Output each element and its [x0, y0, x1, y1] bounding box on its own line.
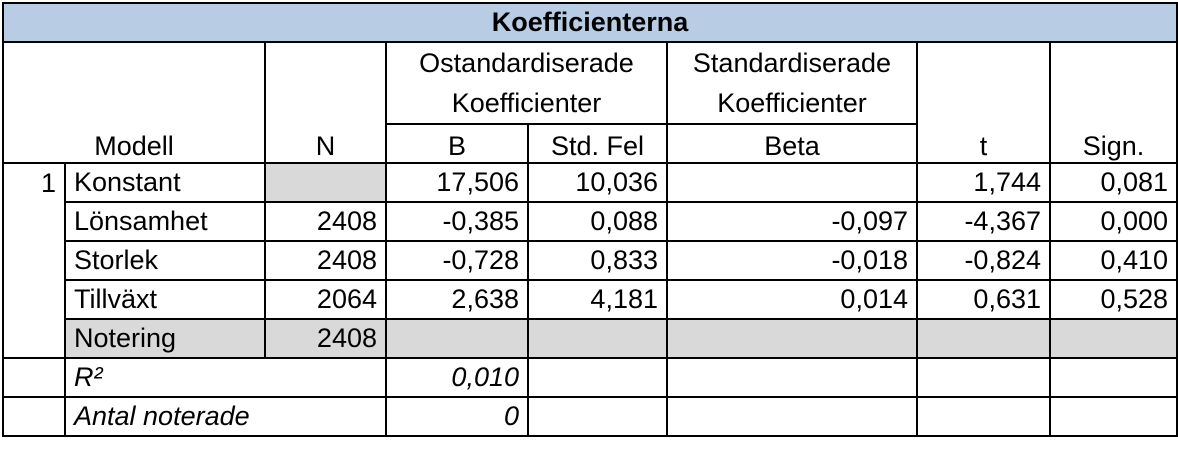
model-index-cell — [3, 280, 65, 319]
model-index-cell — [3, 241, 65, 280]
antal-value: 0 — [386, 397, 528, 436]
model-number: 1 — [3, 163, 65, 202]
header-row-group — [3, 42, 1177, 124]
model-index-cell — [3, 202, 65, 241]
header-n: N — [265, 42, 386, 163]
header-unstandardized-line1: Ostandardiserade — [419, 48, 634, 78]
table-row — [3, 241, 1177, 280]
cell-beta: -0,097 — [667, 202, 917, 241]
cell-std-fel: 4,181 — [528, 280, 667, 319]
antal-row — [3, 397, 1177, 436]
header-std-fel: Std. Fel — [528, 124, 667, 163]
row-label: Storlek — [65, 241, 265, 280]
row-label: Konstant — [65, 163, 265, 202]
blank-cell — [667, 358, 917, 397]
blank-cell — [3, 358, 65, 397]
header-b: B — [386, 124, 528, 163]
model-index-cell — [3, 319, 65, 358]
cell-sign: 0,528 — [1050, 280, 1177, 319]
cell-std-fel: 0,088 — [528, 202, 667, 241]
row-label: Notering — [65, 319, 265, 358]
cell-std-fel: 10,036 — [528, 163, 667, 202]
cell-beta — [667, 319, 917, 358]
table-row — [3, 163, 1177, 202]
header-standardized-group — [667, 42, 917, 124]
cell-sign: 0,000 — [1050, 202, 1177, 241]
blank-cell — [1050, 397, 1177, 436]
cell-n: 2408 — [265, 241, 386, 280]
title-row — [3, 3, 1177, 42]
table-row — [3, 280, 1177, 319]
header-t: t — [917, 42, 1050, 163]
header-unstandardized-line2: Koefficienter — [451, 88, 602, 118]
header-unstandardized-group — [386, 42, 667, 124]
r2-row — [3, 358, 1177, 397]
cell-beta — [667, 163, 917, 202]
coefficients-table — [2, 2, 1178, 437]
cell-sign: 0,410 — [1050, 241, 1177, 280]
cell-n: 2064 — [265, 280, 386, 319]
cell-t: 0,631 — [917, 280, 1050, 319]
cell-t: -0,824 — [917, 241, 1050, 280]
blank-cell — [1050, 358, 1177, 397]
cell-std-fel: 0,833 — [528, 241, 667, 280]
r2-label: R² — [65, 358, 386, 397]
cell-b — [386, 319, 528, 358]
cell-n: 2408 — [265, 319, 386, 358]
cell-t: 1,744 — [917, 163, 1050, 202]
header-standardized-line2: Koefficienter — [717, 88, 867, 118]
cell-n: 2408 — [265, 202, 386, 241]
cell-beta: 0,014 — [667, 280, 917, 319]
cell-b: 17,506 — [386, 163, 528, 202]
header-standardized-line1: Standardiserade — [692, 48, 892, 78]
cell-beta: -0,018 — [667, 241, 917, 280]
cell-b: 2,638 — [386, 280, 528, 319]
cell-std-fel — [528, 319, 667, 358]
cell-t: -4,367 — [917, 202, 1050, 241]
header-modell: Modell — [3, 42, 265, 163]
cell-sign — [1050, 319, 1177, 358]
header-beta: Beta — [667, 124, 917, 163]
blank-cell — [528, 358, 667, 397]
r2-value: 0,010 — [386, 358, 528, 397]
blank-cell — [917, 358, 1050, 397]
cell-b: -0,728 — [386, 241, 528, 280]
cell-b: -0,385 — [386, 202, 528, 241]
row-label: Tillväxt — [65, 280, 265, 319]
cell-t — [917, 319, 1050, 358]
cell-n — [265, 163, 386, 202]
cell-sign: 0,081 — [1050, 163, 1177, 202]
antal-label: Antal noterade — [65, 397, 386, 436]
blank-cell — [3, 397, 65, 436]
header-sign: Sign. — [1050, 42, 1177, 163]
table-row — [3, 202, 1177, 241]
blank-cell — [917, 397, 1050, 436]
table-row — [3, 319, 1177, 358]
row-label: Lönsamhet — [65, 202, 265, 241]
blank-cell — [667, 397, 917, 436]
table-title: Koefficienterna — [3, 3, 1177, 42]
blank-cell — [528, 397, 667, 436]
